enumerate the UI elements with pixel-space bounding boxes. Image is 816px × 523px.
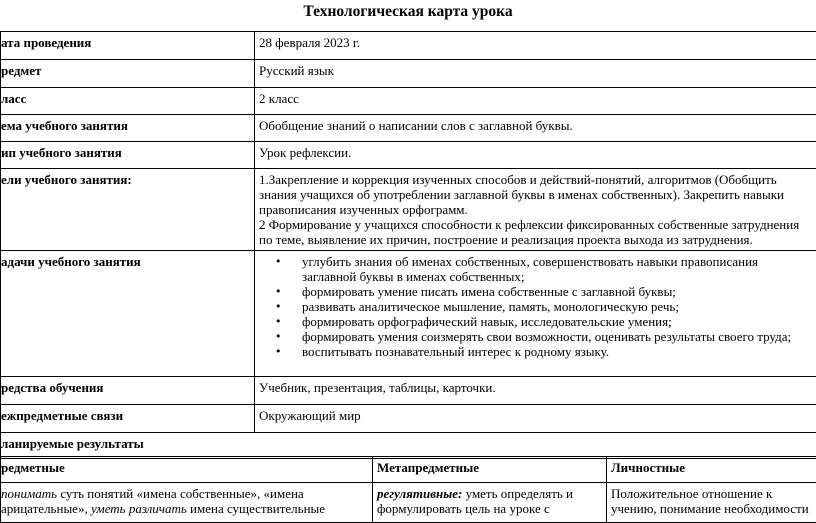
table-row — [1, 483, 816, 523]
results-text: уметь определять и — [462, 486, 573, 501]
list-item-line: • формировать умения соизмерять свои возможности, оценивать результаты своего труда; — [302, 329, 812, 344]
row-value-class: 2 класс — [255, 88, 816, 115]
table-row — [1, 142, 816, 169]
results-header-subject: редметные — [1, 457, 373, 483]
results-line — [377, 486, 602, 501]
goals-line: 2 Формирование у учащихся способности к рефлексии фиксированных собственные затруднения — [259, 217, 812, 232]
row-label-interdisciplinary: ежпредметные связи — [1, 405, 255, 433]
results-header-personal: Личностные — [607, 457, 816, 483]
planned-results-heading: ланируемые результаты — [1, 433, 816, 459]
row-label-lesson-type: ип учебного занятия — [1, 142, 255, 169]
results-emphasis: регулятивные: — [377, 486, 462, 501]
goals-line: по теме, выявление их причин, построение и реализация проекта выхода из затруднения. — [259, 232, 812, 247]
list-item-line: • формировать орфографический навык, исследовательские умения; — [302, 314, 812, 329]
list-item — [302, 284, 812, 299]
list-item-line: • развивать аналитическое мышление, память, монологическую речь; — [302, 299, 812, 314]
results-emphasis: уметь различать — [91, 501, 187, 516]
goals-line: 1.Закрепление и коррекция изученных способов и действий-понятий, алгоритмов (Обобщить — [259, 172, 812, 187]
results-cell-subject — [1, 483, 373, 523]
tasks-list — [259, 254, 812, 359]
table-row — [1, 251, 816, 377]
table-row — [1, 169, 816, 251]
row-value-tasks — [255, 251, 816, 377]
list-item — [302, 344, 812, 359]
list-item — [302, 254, 812, 284]
row-label-class: ласс — [1, 88, 255, 115]
row-value-tools: Учебник, презентация, таблицы, карточки. — [255, 377, 816, 405]
table-row — [1, 32, 816, 60]
results-cell-meta — [373, 483, 607, 523]
results-text: имена существительные — [187, 501, 325, 516]
results-line: формулировать цель на уроке с — [377, 501, 602, 516]
row-label-tools: редства обучения — [1, 377, 255, 405]
table-row — [1, 115, 816, 142]
row-label-topic: ема учебного занятия — [1, 115, 255, 142]
row-value-topic: Обобщение знаний о написании слов с заглавной буквы. — [255, 115, 816, 142]
lesson-info-table — [0, 31, 816, 459]
goals-line: правописания изученных орфограмм. — [259, 202, 812, 217]
row-value-lesson-type: Урок рефлексии. — [255, 142, 816, 169]
list-item-line: • формировать умение писать имена собственные с заглавной буквы; — [302, 284, 812, 299]
list-item — [302, 299, 812, 314]
row-value-date: 28 февраля 2023 г. — [255, 32, 816, 60]
row-value-interdisciplinary: Окружающий мир — [255, 405, 816, 433]
results-line — [1, 486, 368, 501]
list-item — [302, 329, 812, 344]
results-text: суть понятий «имена собственные», «имена — [57, 486, 304, 501]
table-row — [1, 457, 816, 483]
table-row — [1, 433, 816, 459]
row-label-tasks: адачи учебного занятия — [1, 251, 255, 377]
table-row — [1, 377, 816, 405]
row-value-subject: Русский язык — [255, 60, 816, 88]
table-row — [1, 60, 816, 88]
results-text: арицательные», — [1, 501, 91, 516]
list-item-line: • воспитывать познавательный интерес к родному языку. — [302, 344, 812, 359]
results-line: учению, понимание необходимости — [611, 501, 812, 516]
row-label-date: ата проведения — [1, 32, 255, 60]
document-title: Технологическая карта урока — [0, 2, 816, 22]
table-row — [1, 405, 816, 433]
goals-line: знания учащихся об употреблении заглавной буквы в именах собственных). Закрепить навыки — [259, 187, 812, 202]
list-item — [302, 314, 812, 329]
row-value-goals — [255, 169, 816, 251]
row-label-subject: редмет — [1, 60, 255, 88]
results-cell-personal — [607, 483, 816, 523]
results-emphasis: понимать — [1, 486, 57, 501]
list-item-line: • углубить знания об именах собственных, совершенствовать навыки правописания — [302, 254, 812, 269]
results-table — [0, 456, 816, 523]
table-row — [1, 88, 816, 115]
results-header-meta: Метапредметные — [373, 457, 607, 483]
row-label-goals: ели учебного занятия: — [1, 169, 255, 251]
list-item-line: заглавной буквы в именах собственных; — [302, 269, 812, 284]
results-line: Положительное отношение к — [611, 486, 812, 501]
